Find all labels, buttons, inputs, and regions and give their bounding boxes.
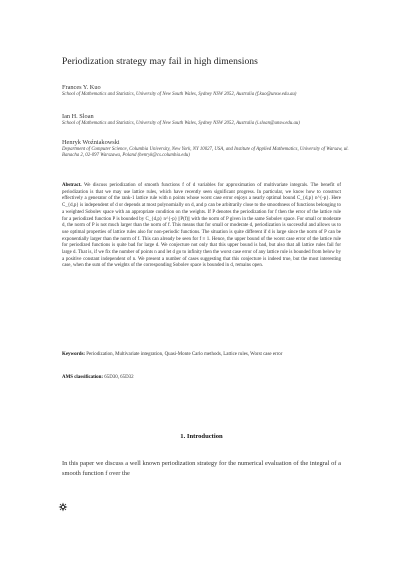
ams-text: 65D30, 65D32 (104, 375, 134, 380)
ams-classification (62, 375, 341, 382)
section-title: 1. Introduction (180, 433, 223, 440)
author-affiliation: School of Mathematics and Statistics, University of New South Wales, Sydney NSW 2052, Australia (f.kuo@unsw.edu.au) (62, 92, 297, 97)
author-name: Frances Y. Kuo (62, 84, 101, 91)
author-block-3 (62, 139, 352, 160)
ams-label: AMS classification: (62, 375, 104, 380)
author-name: Ian H. Sloan (62, 113, 94, 120)
paper-title: Periodization strategy may fail in high dimensions (62, 56, 258, 67)
author-affiliation: School of Mathematics and Statistics, University of New South Wales, Sydney NSW 2052, Australia (i.sloan@unsw.edu.au) (62, 121, 300, 126)
author-name: Henryk Woźniakowski (62, 139, 120, 146)
keywords (62, 352, 341, 359)
author-block-1 (62, 84, 352, 98)
publisher-logo-icon (58, 502, 68, 512)
abstract-label: Abstract. (62, 183, 82, 188)
keywords-text: Periodization, Multivariate integration, Quasi-Monte Carlo methods, Lattice rules, Worst case error (86, 352, 283, 357)
keywords-label: Keywords: (62, 352, 86, 357)
author-affiliation: Department of Computer Science, Columbia University, New York, NY 10027, USA, and Institute of Applied Mathematics, University of Warsaw, ul. Banacha 2, 02-097 Warszawa, Poland (henryk@cs.columbia.edu) (62, 147, 349, 159)
author-block-2 (62, 113, 352, 127)
abstract (62, 183, 341, 270)
intro-paragraph: In this paper we discuss a well known periodization strategy for the numerical evaluation of the integral of a smooth function f over the (62, 460, 341, 477)
abstract-text: We discuss periodization of smooth functions f of d variables for approximation of multivariate integrals. The benefit of periodization is that we may use lattice rules, which have recently seen significant progress. In particular, we know how to construct effectively a generator of the rank-1 lattice rule with n points whose worst case error enjoys a nearly optimal bound C_{d,p} n^{-p}. Here C_{d,p} is independent of d or depends at most polynomially on d, and p can be arbitrarily close to the smoothness of functions belonging to a weighted Sobolev space with an appropriate condition on the weights. If P denotes the periodization for f then the error of the lattice rule for a periodized function P is bounded by C_{d,p} n^{-p} ||P(f)|| with the norm of P given in the same Sobolev space. For small or moderate d, the norm of P is not much larger than the norm of f. This means that for small or moderate d, periodization is successful and allows us to use optimal properties of lattice rules also for non-periodic functions. The situation is quite different if d is large since the norm of P can be exponentially larger than the norm of f. This can already be seen for f ≡ 1. Hence, the upper bound of the worst case error of the lattice rule for periodized functions is quite bad for large d. We conjecture not only that this upper bound is bad, but also that all lattice rules fail for large d. That is, if we fix the number of points n and let d go to infinity then the worst case error of any lattice rule is bounded from below by a positive constant independent of n. We present a number of cases suggesting that this conjecture is indeed true, but the most interesting case, when the sum of the weights of the corresponding Sobolev space is bounded in d, remains open. (62, 183, 341, 269)
